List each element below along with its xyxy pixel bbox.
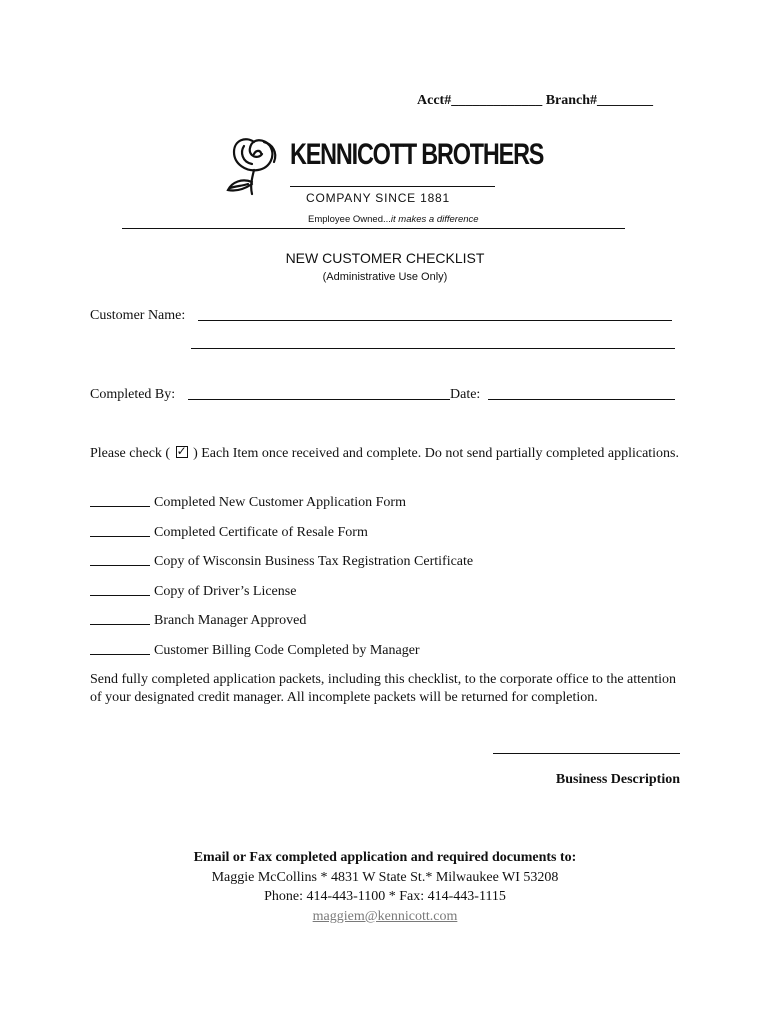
completed-by-label: Completed By: <box>90 387 176 402</box>
business-description-field[interactable] <box>493 753 680 754</box>
check-blank[interactable] <box>90 624 150 625</box>
date-field[interactable] <box>488 399 675 400</box>
checklist-item-label: Copy of Wisconsin Business Tax Registration Certificate <box>154 554 474 569</box>
business-description-label: Business Description <box>555 772 680 787</box>
email-link[interactable]: maggiem@kennicott.com <box>312 908 458 924</box>
check-blank[interactable] <box>90 595 150 596</box>
rose-icon <box>224 132 286 198</box>
branch-field[interactable]: ________ <box>597 93 654 108</box>
footer-heading: Email or Fax completed application and required documents to: <box>193 850 577 865</box>
checkbox-checked-icon <box>176 446 188 458</box>
branch-label: Branch# <box>545 93 598 108</box>
company-name: KENNICOTT BROTHERS <box>290 138 544 171</box>
account-branch-line <box>417 93 653 109</box>
company-since: COMPANY SINCE 1881 <box>306 191 451 205</box>
acct-field[interactable]: _____________ <box>451 93 543 108</box>
checklist-item-label: Completed New Customer Application Form <box>154 495 406 510</box>
acct-label: Acct# <box>417 93 452 108</box>
tagline-start: Employee Owned... <box>308 214 391 225</box>
checklist-item-label: Branch Manager Approved <box>154 613 307 628</box>
tagline <box>306 214 481 225</box>
checklist-item-label: Customer Billing Code Completed by Manager <box>154 643 420 658</box>
customer-name-field-2[interactable] <box>191 348 675 349</box>
checklist-item-label: Copy of Driver’s License <box>154 584 297 599</box>
tagline-italic: it makes a difference <box>390 214 479 225</box>
footer-contact <box>0 848 770 926</box>
customer-name-field[interactable] <box>198 320 672 321</box>
instructions <box>90 445 680 463</box>
page-subtitle: (Administrative Use Only) <box>322 271 448 283</box>
logo-divider <box>290 186 495 187</box>
checklist-item-label: Completed Certificate of Resale Form <box>154 525 368 540</box>
footer-address: Maggie McCollins * 4831 W State St.* Milwaukee WI 53208 <box>211 869 559 885</box>
completed-by-field[interactable] <box>188 399 450 400</box>
closing-paragraph: Send fully completed application packets, including this checklist, to the corporate office to the attention of your designated credit manager. All incomplete packets will be returned for completion. <box>90 672 677 705</box>
check-blank[interactable] <box>90 536 150 537</box>
check-blank[interactable] <box>90 506 150 507</box>
header-rule <box>122 228 625 229</box>
checklist-item <box>90 642 420 660</box>
checklist-item <box>90 583 296 601</box>
customer-name-label: Customer Name: <box>90 308 186 323</box>
checklist-item <box>90 612 306 630</box>
check-blank[interactable] <box>90 565 150 566</box>
footer-phone: Phone: 414-443-1100 * Fax: 414-443-1115 <box>264 889 506 904</box>
date-label: Date: <box>450 387 481 402</box>
instructions-start: Please check ( <box>90 446 171 461</box>
instructions-end: ) Each Item once received and complete. Do not send partially completed applications. <box>193 446 680 461</box>
checklist-item <box>90 524 368 542</box>
checklist-item <box>90 553 473 571</box>
checklist-item <box>90 494 406 512</box>
check-blank[interactable] <box>90 654 150 655</box>
page-title: NEW CUSTOMER CHECKLIST <box>285 250 485 266</box>
